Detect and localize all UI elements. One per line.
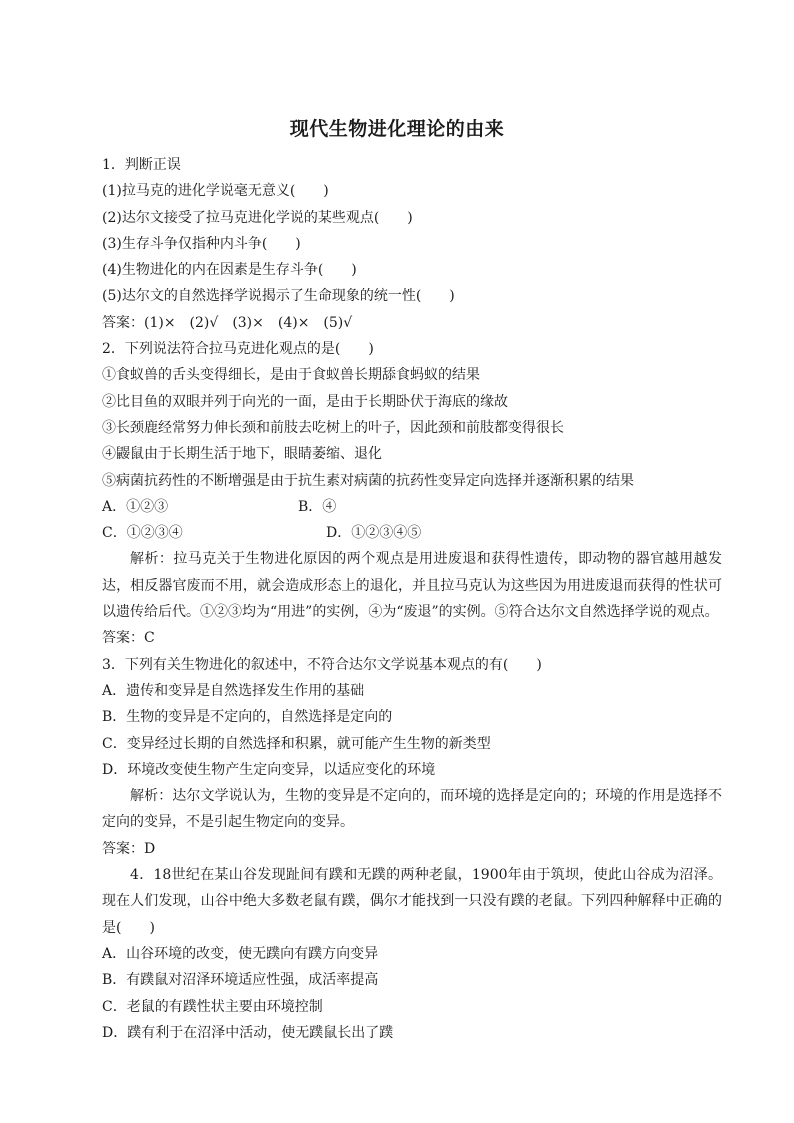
q1-item-2: (2)达尔文接受了拉马克进化学说的某些观点( ) xyxy=(102,209,413,226)
q1-answer: 答案：(1)× (2)√ (3)× (4)× (5)√ xyxy=(102,314,353,331)
q1-item-1: (1)拉马克的进化学说毫无意义( ) xyxy=(102,183,329,200)
q3-option-b: B．生物的变异是不定向的，自然选择是定向的 xyxy=(102,709,393,726)
q2-statement-5: ⑤病菌抗药性的不断增强是由于抗生素对病菌的抗药性变异定向选择并逐渐积累的结果 xyxy=(102,472,634,489)
q2-stem: 2．下列说法符合拉马克进化观点的是( ) xyxy=(102,341,374,358)
q4-option-d: D．蹼有利于在沼泽中活动，使无蹼鼠长出了蹼 xyxy=(102,1024,394,1041)
q2-options-row-1 xyxy=(102,494,722,520)
q3-answer: 答案：D xyxy=(102,840,156,857)
q2-answer: 答案：C xyxy=(102,630,155,647)
q3-stem: 3．下列有关生物进化的叙述中，不符合达尔文学说基本观点的有( ) xyxy=(102,656,542,673)
q2-statement-3: ③长颈鹿经常努力伸长颈和前肢去吃树上的叶子，因此颈和前肢都变得很长 xyxy=(102,419,564,436)
q3-option-c: C．变异经过长期的自然选择和积累，就可能产生生物的新类型 xyxy=(102,735,491,752)
q2-option-b: B．④ xyxy=(298,498,337,515)
q1-item-3: (3)生存斗争仅指种内斗争( ) xyxy=(102,235,301,252)
q2-statement-2: ②比目鱼的双眼并列于向光的一面，是由于长期卧伏于海底的缘故 xyxy=(102,393,508,410)
q2-option-c: C．①②③④ xyxy=(102,525,183,542)
q3-option-d: D．环境改变使生物产生定向变异，以适应变化的环境 xyxy=(102,761,436,778)
q2-statement-4: ④鼹鼠由于长期生活于地下，眼睛萎缩、退化 xyxy=(102,446,382,463)
q4-stem: 4．18世纪在某山谷发现趾间有蹼和无蹼的两种老鼠，1900年由于筑坝，使此山谷成为沼泽。现在人们发现，山谷中绝大多数老鼠有蹼，偶尔才能找到一只没有蹼的老鼠。下列四种解释中正确的是( ) xyxy=(102,867,722,936)
q4-option-a: A．山谷环境的改变，使无蹼向有蹼方向变异 xyxy=(102,945,379,962)
q2-analysis: 解析：拉马克关于生物进化原因的两个观点是用进废退和获得性遗传，即动物的器官越用越发达，相反器官废而不用，就会造成形态上的退化，并且拉马克认为这些因为用进废退而获得的性状可以遗传给后代。①②③均为“用进”的实例，④为“废退”的实例。⑤符合达尔文自然选择学说的观点。 xyxy=(102,551,722,621)
q2-option-a: A．①②③ xyxy=(102,498,169,515)
q3-option-a: A．遗传和变异是自然选择发生作用的基础 xyxy=(102,682,365,699)
q1-stem: 1．判断正误 xyxy=(102,157,181,173)
q2-option-d: D．①②③④⑤ xyxy=(326,525,422,542)
page-title: 现代生物进化理论的由来 xyxy=(289,118,505,140)
q3-analysis: 解析：达尔文学说认为，生物的变异是不定向的，而环境的选择是定向的；环境的作用是选择不定向的变异，不是引起生物定向的变异。 xyxy=(102,788,722,831)
q1-item-5: (5)达尔文的自然选择学说揭示了生命现象的统一性( ) xyxy=(102,288,455,305)
q4-option-b: B．有蹼鼠对沼泽环境适应性强，成活率提高 xyxy=(102,972,379,989)
q2-options-row-2 xyxy=(102,520,722,546)
content xyxy=(102,152,722,1046)
q4-option-c: C．老鼠的有蹼性状主要由环境控制 xyxy=(102,998,323,1015)
q2-statement-1: ①食蚁兽的舌头变得细长，是由于食蚁兽长期舔食蚂蚁的结果 xyxy=(102,367,480,384)
q1-item-4: (4)生物进化的内在因素是生存斗争( ) xyxy=(102,262,357,279)
